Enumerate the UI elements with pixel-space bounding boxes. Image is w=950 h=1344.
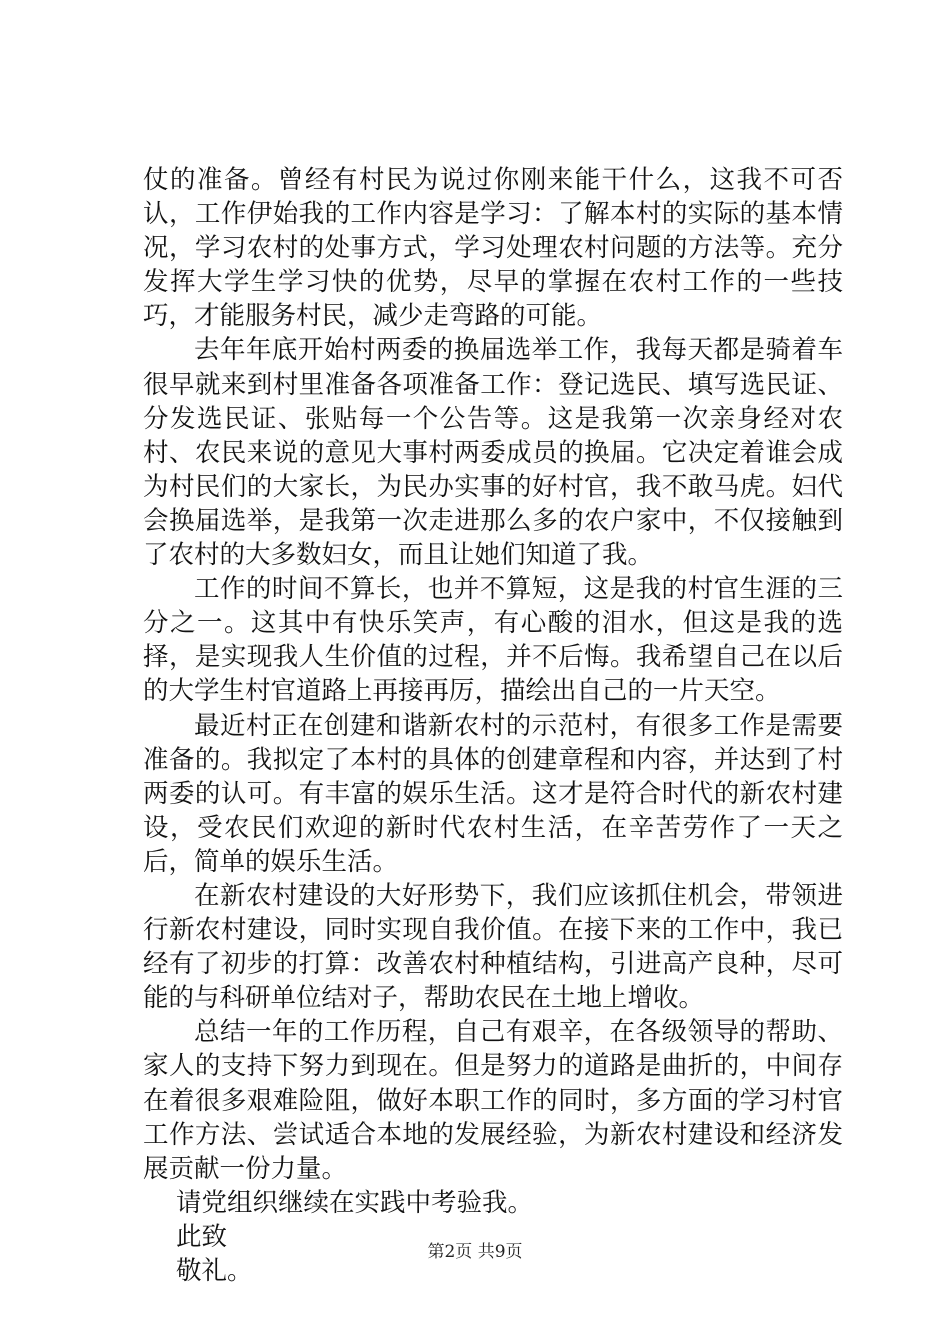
- closing-request: 请党组织继续在实践中考验我。: [176, 1187, 534, 1218]
- paragraph-new-countryside: 在新农村建设的大好形势下，我们应该抓住机会，带领进行新农村建设，同时实现自我价值。在接下来的工作中，我已经有了初步的打算：改善农村种植结构，引进高产良种，尽可能的与科研单位结对子，帮助农民在土地上增收。: [143, 880, 843, 1014]
- page-number-footer: 第2页 共9页: [427, 1242, 523, 1262]
- paragraph-election: 去年年底开始村两委的换届选举工作，我每天都是骑着车很早就来到村里准备各项准备工作：登记选民、填写选民证、分发选民证、张贴每一个公告等。这是我第一次亲身经对农村、农民来说的意见大事村两委成员的换届。它决定着谁会成为村民们的大家长，为民办实事的好村官，我不敢马虎。妇代会换届选举，是我第一次走进那么多的农户家中，不仅接触到了农村的大多数妇女，而且让她们知道了我。: [143, 335, 843, 571]
- paragraph-work-time: 工作的时间不算长，也并不算短，这是我的村官生涯的三分之一。这其中有快乐笑声，有心酸的泪水，但这是我的选择，是实现我人生价值的过程，并不后悔。我希望自己在以后的大学生村官道路上再接再厉，描绘出自己的一片天空。: [143, 574, 843, 707]
- document-body: [143, 163, 843, 1288]
- paragraph-demo-village: 最近村正在创建和谐新农村的示范村，有很多工作是需要准备的。我拟定了本村的具体的创建章程和内容，并达到了村两委的认可。有丰富的娱乐生活。这才是符合时代的新农村建设，受农民们欢迎的新时代农村生活，在辛苦劳作了一天之后，简单的娱乐生活。: [143, 710, 843, 877]
- closing-regards: 敬礼。: [176, 1256, 253, 1286]
- closing-salutation: 此致: [176, 1221, 228, 1252]
- paragraph-summary: 总结一年的工作历程，自己有艰辛，在各级领导的帮助、家人的支持下努力到现在。但是努力的道路是曲折的，中间存在着很多艰难险阻，做好本职工作的同时，多方面的学习村官工作方法、尝试适合本地的发展经验，为新农村建设和经济发展贡献一份力量。: [143, 1017, 843, 1184]
- paragraph-continued: 仗的准备。曾经有村民为说过你刚来能干什么，这我不可否认，工作伊始我的工作内容是学习：了解本村的实际的基本情况，学习农村的处事方式，学习处理农村问题的方法等。充分发挥大学生学习快的优势，尽早的掌握在农村工作的一些技巧，才能服务村民，减少走弯路的可能。: [143, 165, 843, 332]
